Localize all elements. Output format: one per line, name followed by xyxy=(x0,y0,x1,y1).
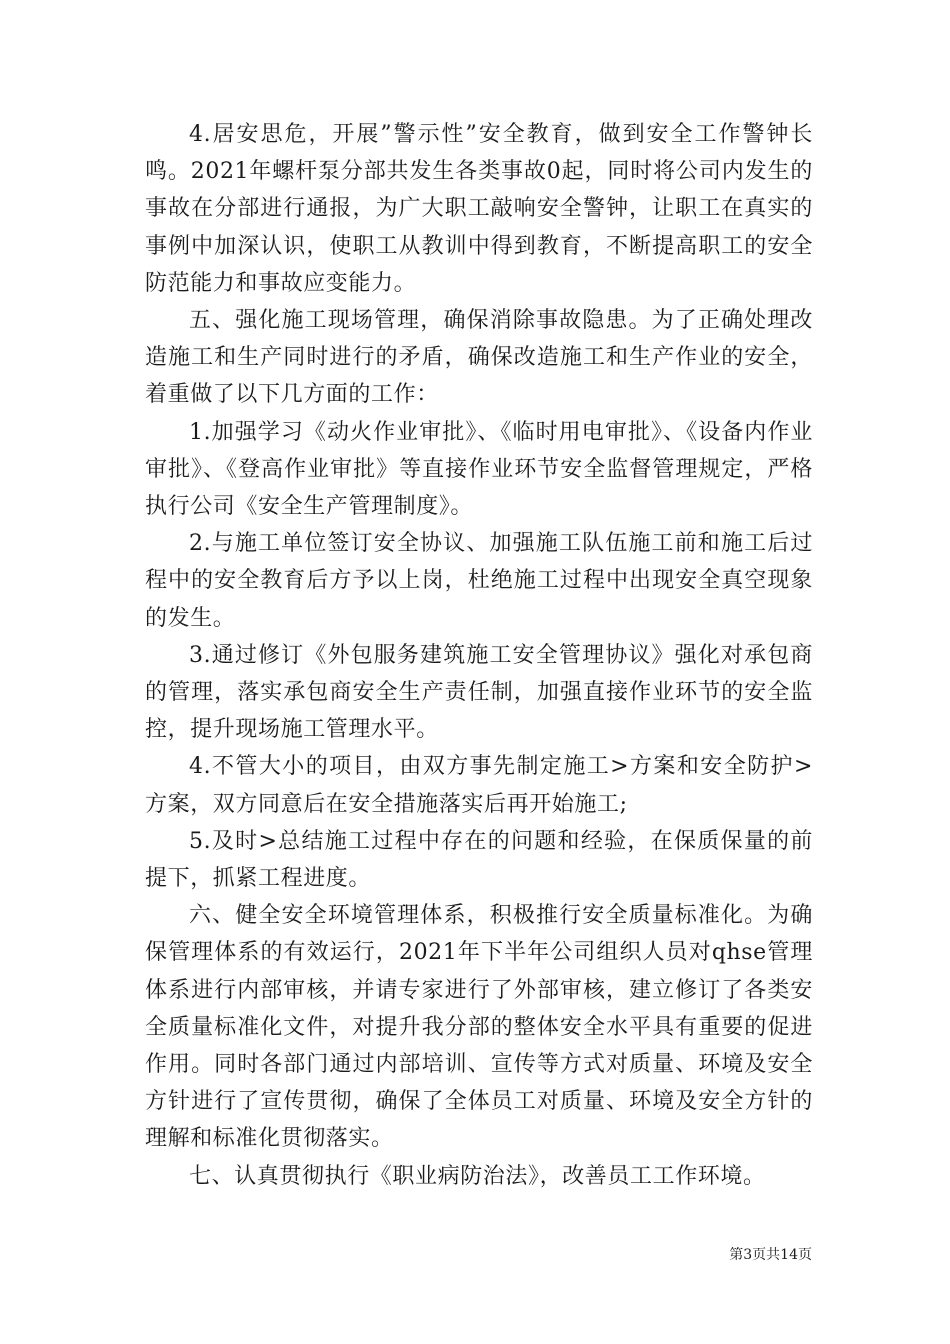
paragraph-safety-education: 4.居安思危，开展”警示性”安全教育，做到安全工作警钟长鸣。2021年螺杆泵分部共发生各类事故0起，同时将公司内发生的事故在分部进行通报，为广大职工敲响安全警钟，让职工在真实的事例中加深认识，使职工从教训中得到教育，不断提高职工的安全防范能力和事故应变能力。 xyxy=(145,122,813,296)
page-number-footer: 第3页共14页 xyxy=(729,1247,812,1263)
paragraph-item-4: 4.不管大小的项目，由双方事先制定施工>方案和安全防护>方案，双方同意后在安全措施落实后再开始施工; xyxy=(145,754,813,817)
paragraph-occupational-disease: 七、认真贯彻执行《职业病防治法》，改善员工工作环境。 xyxy=(189,1163,766,1189)
document-body xyxy=(145,116,813,1195)
paragraph-item-5: 5.及时>总结施工过程中存在的问题和经验，在保质保量的前提下，抓紧工程进度。 xyxy=(145,828,813,892)
paragraph-item-3: 3.通过修订《外包服务建筑施工安全管理协议》强化对承包商的管理，落实承包商安全生产责任制，加强直接作业环节的安全监控，提升现场施工管理水平。 xyxy=(145,642,813,743)
paragraph-management-system: 六、健全安全环境管理体系，积极推行安全质量标准化。为确保管理体系的有效运行，2021年下半年公司组织人员对qhse管理体系进行内部审核，并请专家进行了外部审核，建立修订了各类安全质量标准化文件，对提升我分部的整体安全水平具有重要的促进作用。同时各部门通过内部培训、宣传等方式对质量、环境及安全方针进行了宣传贯彻，确保了全体员工对质量、环境及安全方针的理解和标准化贯彻落实。 xyxy=(145,903,813,1152)
paragraph-item-2: 2.与施工单位签订安全协议、加强施工队伍施工前和施工后过程中的安全教育后方予以上岗，杜绝施工过程中出现安全真空现象的发生。 xyxy=(145,531,813,631)
paragraph-site-management: 五、强化施工现场管理，确保消除事故隐患。为了正确处理改造施工和生产同时进行的矛盾，确保改造施工和生产作业的安全，着重做了以下几方面的工作： xyxy=(145,308,813,408)
paragraph-item-1: 1.加强学习《动火作业审批》、《临时用电审批》、《设备内作业审批》、《登高作业审批》等直接作业环节安全监督管理规定，严格执行公司《安全生产管理制度》。 xyxy=(145,419,813,520)
